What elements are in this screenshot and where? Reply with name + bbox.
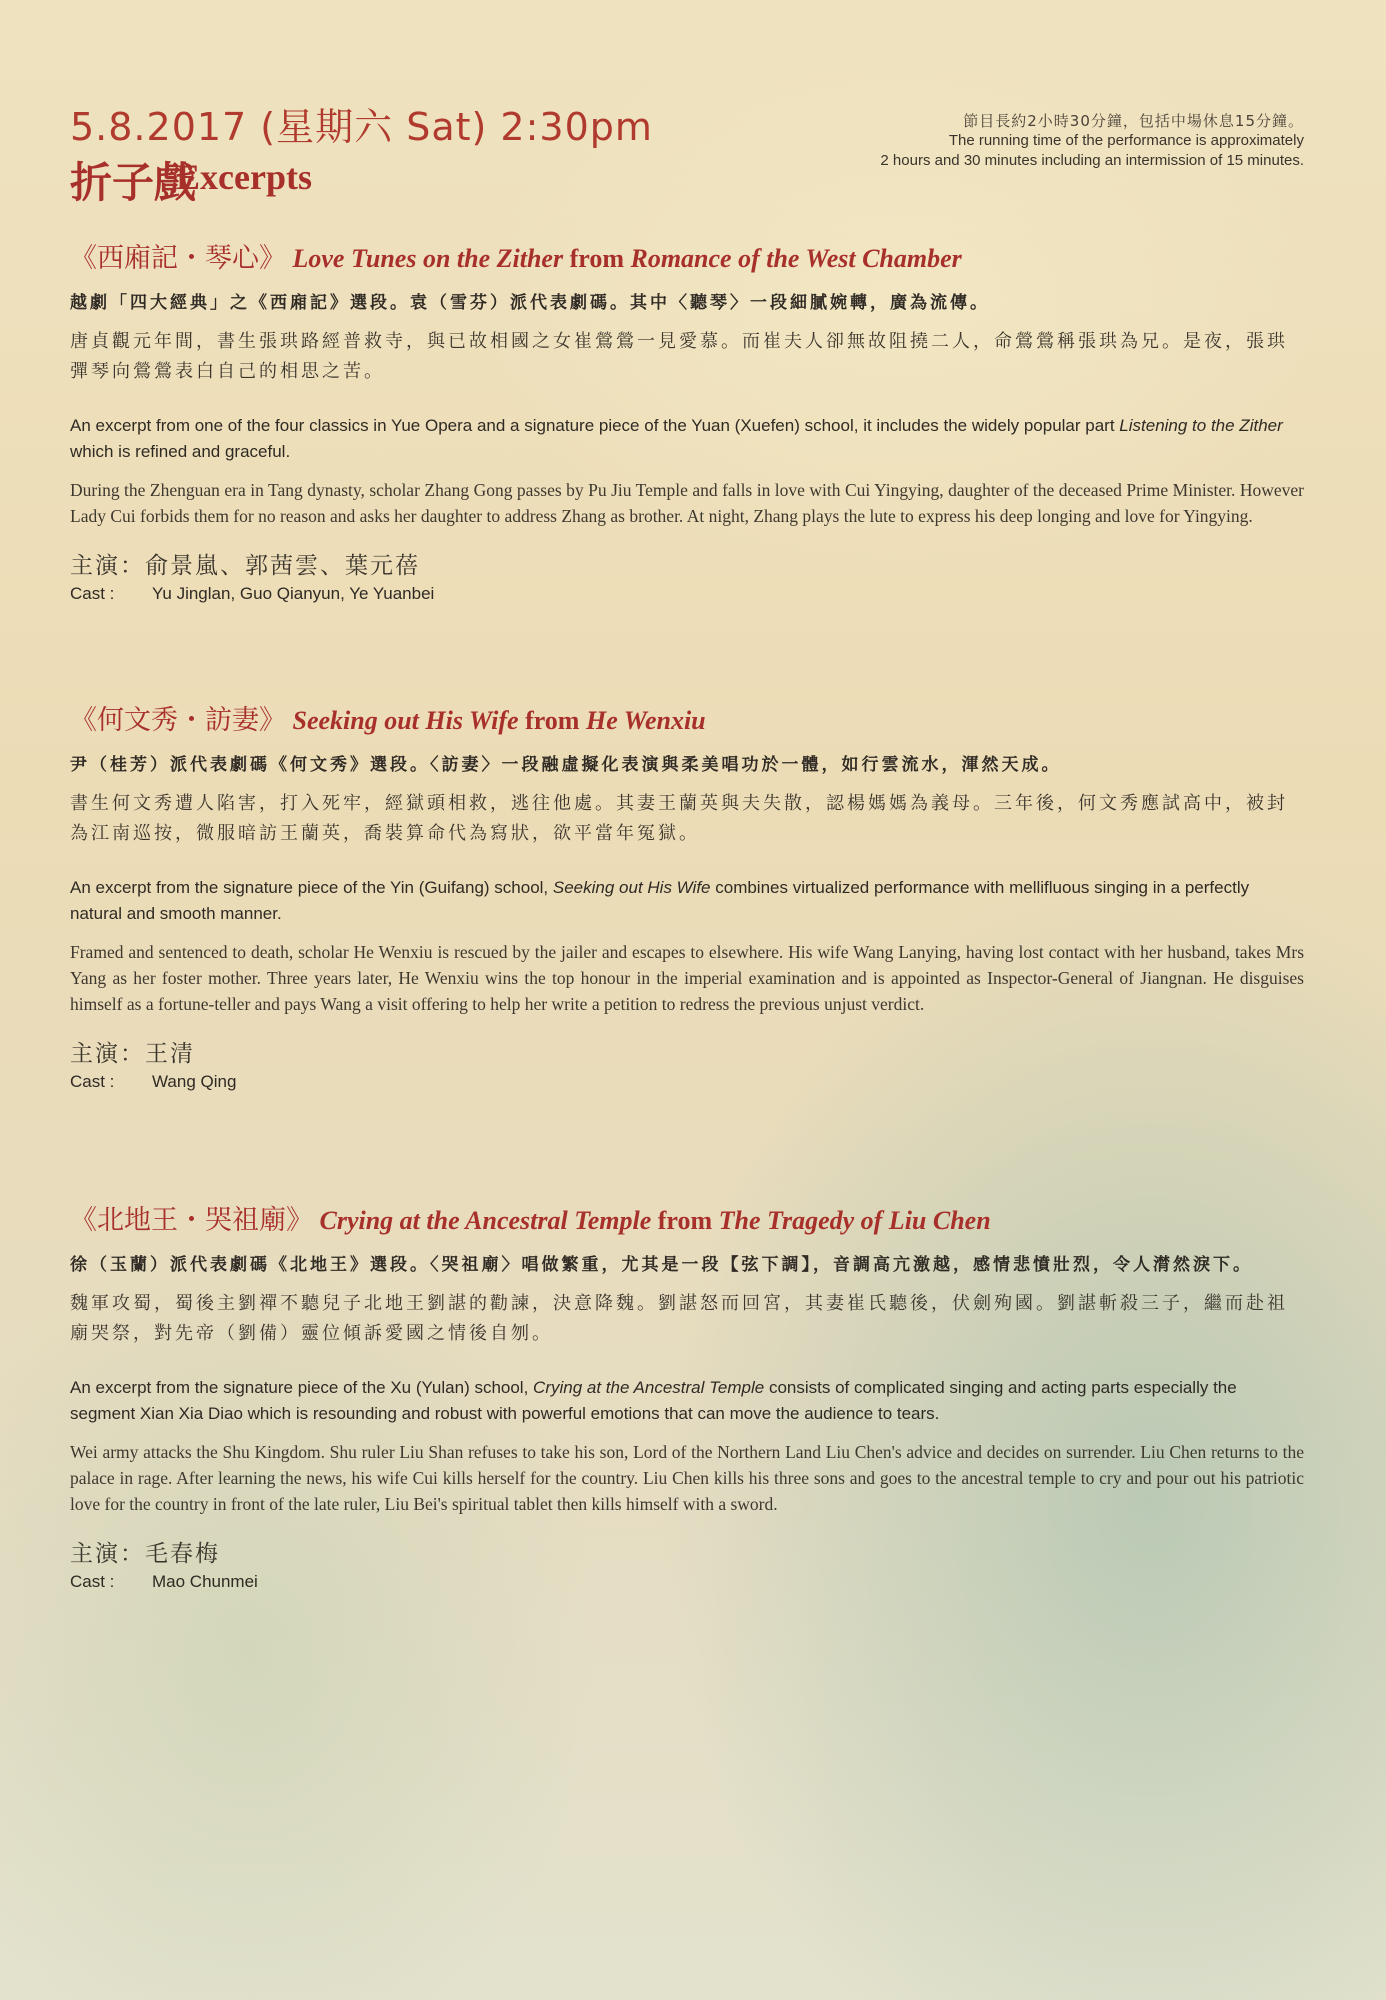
cast-label: Cast : [70, 1072, 115, 1091]
page-title-chinese: 折子戲 [70, 158, 197, 207]
intro-chinese: 尹（桂芳）派代表劇碼《何文秀》選段。〈訪妻〉一段融虛擬化表演與柔美唱功於一體，如行雲流水，渾然天成。 [70, 755, 1062, 775]
cast-english [70, 584, 1304, 604]
section-title-source: He Wenxiu [585, 706, 706, 735]
cast-chinese: 主演：王清 [70, 1041, 195, 1067]
section-title-chinese: 《何文秀・訪妻》 [70, 705, 286, 736]
intro-english [70, 875, 1304, 927]
excerpt-section-he-wenxiu [70, 698, 1304, 1092]
section-title-english: Love Tunes on the Zither [292, 244, 564, 273]
running-time-english-line-2: 2 hours and 30 minutes including an intermission of 15 minutes. [880, 152, 1304, 169]
section-title-chinese: 《西廂記・琴心》 [70, 243, 286, 274]
section-title-from: from [525, 706, 580, 735]
cast-chinese: 主演：俞景嵐、郭茜雲、葉元蓓 [70, 553, 420, 579]
intro-english-part-b: combines virtualized performance with mellifluous singing in a perfectly natural and smooth manner. [70, 878, 1250, 923]
cast-english [70, 1072, 1304, 1092]
cast-label: Cast : [70, 584, 115, 603]
synopsis-chinese: 書生何文秀遭人陷害，打入死牢，經獄頭相救，逃往他處。其妻王蘭英與夫失散，認楊媽媽為義母。三年後，何文秀應試高中，被封為江南巡按，微服暗訪王蘭英，喬裝算命代為寫狀，欲平當年冤獄。 [70, 793, 1288, 844]
running-time-english-line-1: The running time of the performance is approximately [948, 132, 1304, 149]
section-title-from: from [569, 244, 624, 273]
cast-english [70, 1572, 1304, 1592]
running-time-note [784, 110, 1304, 171]
page-title-english: Excerpts [176, 157, 312, 197]
intro-chinese: 徐（玉蘭）派代表劇碼《北地王》選段。〈哭祖廟〉唱做繁重，尤其是一段【弦下調】，音調高亢激越，感情悲憤壯烈，令人潸然淚下。 [70, 1255, 1253, 1275]
cast-names: Yu Jinglan, Guo Qianyun, Ye Yuanbei [152, 584, 435, 603]
intro-english-part-a: An excerpt from one of the four classics in Yue Opera and a signature piece of the Yuan (Xuefen) school, it includes the widely popular part [70, 416, 1120, 435]
intro-english-italic: Crying at the Ancestral Temple [533, 1378, 765, 1397]
section-title-source: The Tragedy of Liu Chen [718, 1206, 991, 1235]
intro-english-part-a: An excerpt from the signature piece of the Xu (Yulan) school, [70, 1378, 534, 1397]
synopsis-chinese: 魏軍攻蜀，蜀後主劉禪不聽兒子北地王劉諶的勸諫，決意降魏。劉諶怒而回宮，其妻崔氏聽後，伏劍殉國。劉諶斬殺三子，繼而赴祖廟哭祭，對先帝（劉備）靈位傾訴愛國之情後自刎。 [70, 1293, 1288, 1344]
running-time-chinese: 節目長約2小時30分鐘，包括中場休息15分鐘。 [963, 112, 1304, 130]
intro-english [70, 413, 1304, 465]
intro-chinese: 越劇「四大經典」之《西廂記》選段。袁（雪芬）派代表劇碼。其中〈聽琴〉一段細膩婉轉，廣為流傳。 [70, 293, 990, 313]
section-title-english: Seeking out His Wife [292, 706, 519, 735]
section-title [70, 698, 1304, 737]
section-title-source: Romance of the West Chamber [630, 244, 962, 273]
section-title-from: from [657, 1206, 713, 1235]
section-title-english: Crying at the Ancestral Temple [319, 1206, 652, 1235]
cast-label: Cast : [70, 1572, 115, 1591]
excerpt-section-liu-chen [70, 1198, 1304, 1592]
section-title [70, 236, 1304, 275]
intro-english-part-b: which is refined and graceful. [70, 442, 291, 461]
synopsis-english: Framed and sentenced to death, scholar He Wenxiu is rescued by the jailer and escapes to elsewhere. His wife Wang Lanying, having lost contact with her husband, takes Mrs Yang as her foster mother. Three years later, He Wenxiu wins the top honour in the imperial examination and is appointed as Inspector-General of Jiangnan. He disguises himself as a fortune-teller and pays Wang a visit offering to help her write a petition to redress the previous unjust verdict. [70, 942, 1304, 1014]
synopsis-english: During the Zhenguan era in Tang dynasty, scholar Zhang Gong passes by Pu Jiu Temple and falls in love with Cui Yingying, daughter of the deceased Prime Minister. However Lady Cui forbids them for no reason and asks her daughter to address Zhang as brother. At night, Zhang plays the lute to express his deep longing and love for Yingying. [70, 480, 1304, 526]
intro-english-part-a: An excerpt from the signature piece of the Yin (Guifang) school, [70, 878, 553, 897]
cast-chinese: 主演：毛春梅 [70, 1541, 220, 1567]
section-title-chinese: 《北地王・哭祖廟》 [70, 1205, 313, 1236]
intro-english-part-b: consists of complicated singing and acting parts especially the segment Xian Xia Diao which is resounding and robust with powerful emotions that can move the audience to tears. [70, 1378, 1237, 1423]
intro-english-italic: Listening to the Zither [1119, 416, 1283, 435]
performance-date: 5.8.2017 (星期六 Sat) 2:30pm [70, 105, 653, 149]
intro-english [70, 1375, 1304, 1427]
cast-names: Wang Qing [152, 1072, 237, 1091]
section-title [70, 1198, 1304, 1237]
intro-english-italic: Seeking out His Wife [552, 878, 711, 897]
synopsis-english: Wei army attacks the Shu Kingdom. Shu ruler Liu Shan refuses to take his son, Lord of the Northern Land Liu Chen's advice and decides on surrender. Liu Chen returns to the palace in rage. After learning the news, his wife Cui kills herself for the country. Liu Chen kills his three sons and goes to the ancestral temple to cry and pour out his patriotic love for the country in front of the late ruler, Liu Bei's spiritual tablet then kills himself with a sword. [70, 1442, 1304, 1514]
cast-names: Mao Chunmei [152, 1572, 258, 1591]
excerpt-section-west-chamber [70, 236, 1304, 604]
synopsis-chinese: 唐貞觀元年間，書生張珙路經普救寺，與已故相國之女崔鶯鶯一見愛慕。而崔夫人卻無故阻撓二人，命鶯鶯稱張珙為兄。是夜，張珙彈琴向鶯鶯表白自己的相思之苦。 [70, 331, 1288, 382]
